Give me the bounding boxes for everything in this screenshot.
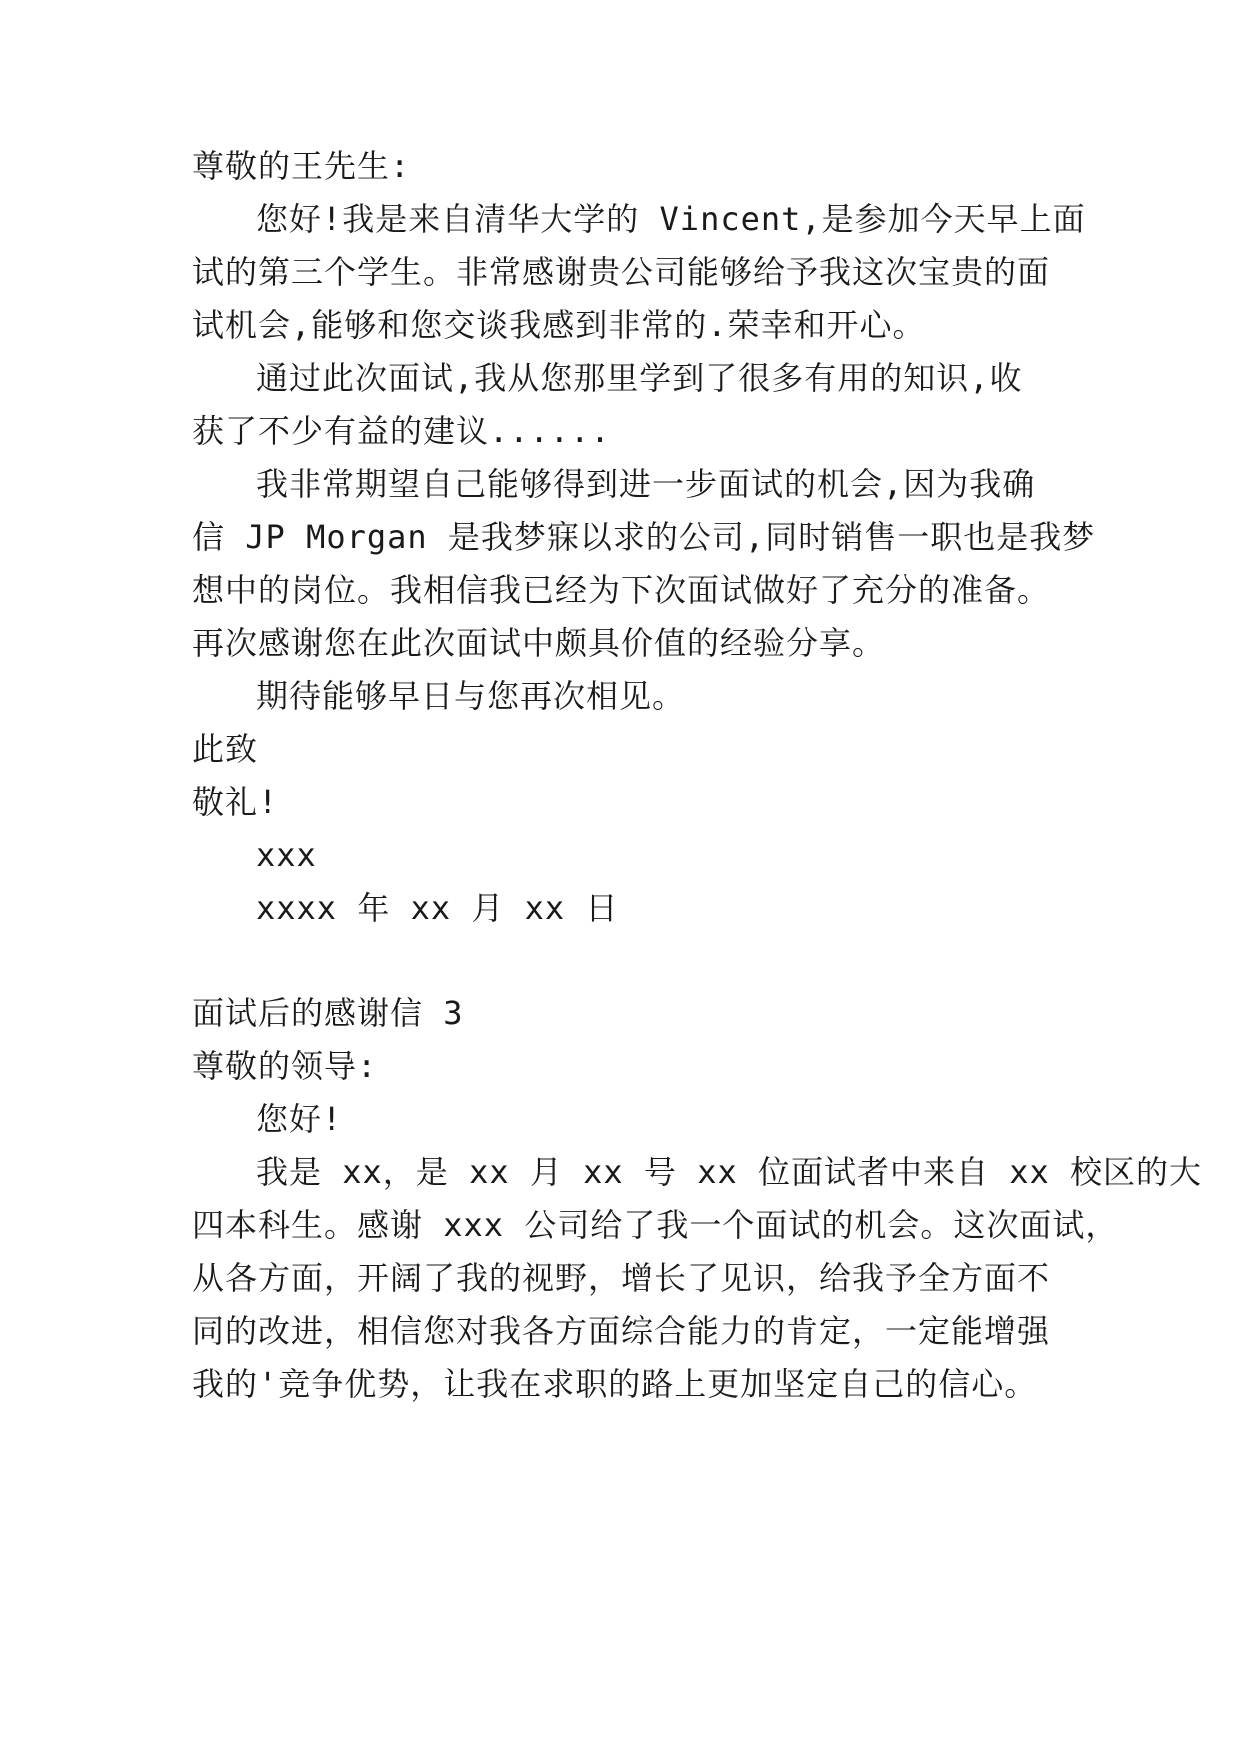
paragraph-line: 四本科生。感谢 xxx 公司给了我一个面试的机会。这次面试， [192,1206,1119,1244]
paragraph-line: 通过此次面试,我从您那里学到了很多有用的知识,收 [256,359,1023,397]
paragraph-line: 我非常期望自己能够得到进一步面试的机会,因为我确 [256,465,1036,503]
paragraph-line: 我的'竞争优势，让我在求职的路上更加坚定自己的信心。 [192,1365,1038,1403]
paragraph-line: 想中的岗位。我相信我已经为下次面试做好了充分的准备。 [192,571,1051,609]
greeting: 尊敬的王先生: [192,147,411,185]
paragraph-line: 您好! [256,1100,343,1138]
paragraph-line: 获了不少有益的建议...... [192,412,611,450]
section-title: 面试后的感谢信 3 [192,994,464,1032]
paragraph-line: 我是 xx，是 xx 月 xx 号 xx 位面试者中来自 xx 校区的大 [256,1153,1203,1191]
date: xxxx 年 xx 月 xx 日 [256,889,619,927]
paragraph-line: 您好!我是来自清华大学的 Vincent,是参加今天早上面 [256,200,1086,238]
paragraph-line: 再次感谢您在此次面试中颇具价值的经验分享。 [192,624,886,662]
paragraph-line: 信 JP Morgan 是我梦寐以求的公司,同时销售一职也是我梦 [192,518,1096,556]
closing-line: 此致 [192,730,259,768]
paragraph-line: 试的第三个学生。非常感谢贵公司能够给予我这次宝贵的面 [192,253,1051,291]
greeting: 尊敬的领导: [192,1047,378,1085]
paragraph-line: 期待能够早日与您再次相见。 [256,677,686,715]
paragraph-line: 试机会,能够和您交谈我感到非常的.荣幸和开心。 [192,306,926,344]
signature: xxx [256,836,317,874]
paragraph-line: 从各方面，开阔了我的视野，增长了见识，给我予全方面不 [192,1259,1051,1297]
paragraph-line: 同的改进，相信您对我各方面综合能力的肯定，一定能增强 [192,1312,1051,1350]
closing-line: 敬礼! [192,783,279,821]
